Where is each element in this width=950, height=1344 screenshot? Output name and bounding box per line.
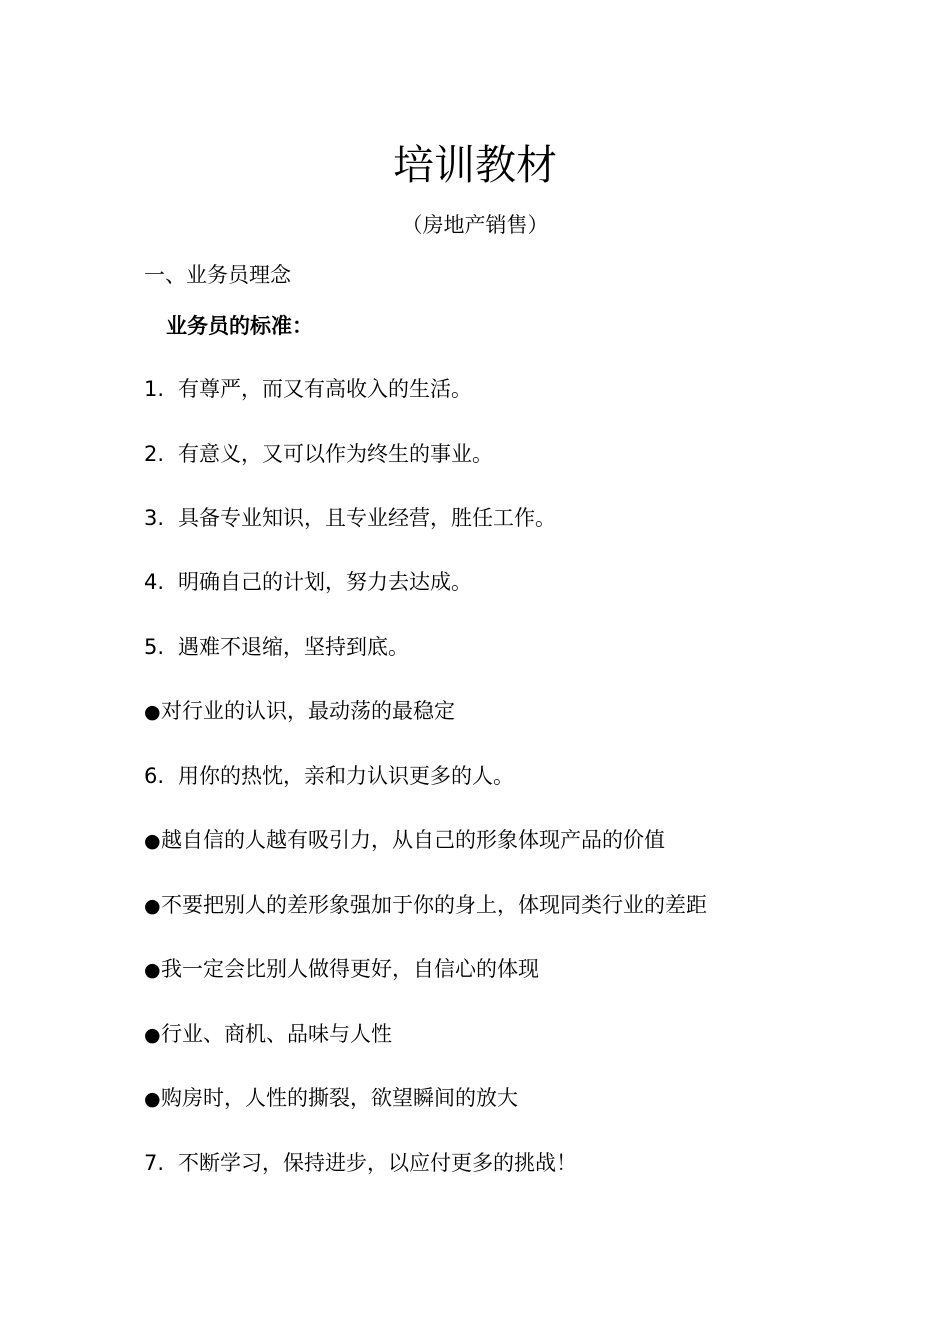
- bullet-item: [144, 890, 707, 921]
- document-title: 培训教材: [393, 141, 557, 189]
- bullet-item: [144, 1083, 518, 1114]
- bullet-item: [144, 825, 665, 856]
- item-marker: 6.: [144, 764, 165, 788]
- list-item-5: [144, 632, 409, 662]
- item-marker: 1.: [144, 377, 165, 401]
- item-marker: 7.: [144, 1151, 165, 1175]
- bullet-icon: ●: [144, 895, 161, 917]
- list-item-7: [144, 1148, 577, 1178]
- item-marker: 2.: [144, 442, 165, 466]
- bullet-icon: ●: [144, 1024, 161, 1046]
- list-item-6: [144, 761, 514, 791]
- item-text: 遇难不退缩，坚持到底。: [178, 635, 409, 659]
- bullet-item: [144, 954, 539, 985]
- list-item-1: [144, 374, 472, 404]
- item-text: 行业、商机、品味与人性: [161, 1022, 392, 1046]
- item-text: 越自信的人越有吸引力，从自己的形象体现产品的价值: [161, 828, 665, 852]
- item-text: 具备专业知识，且专业经营，胜任工作。: [178, 506, 556, 530]
- list-item-2: [144, 439, 493, 469]
- section-heading: 一、业务员理念: [144, 263, 291, 287]
- bullet-icon: ●: [144, 701, 161, 723]
- item-text: 有意义，又可以作为终生的事业。: [178, 442, 493, 466]
- item-text: 不断学习，保持进步，以应付更多的挑战！: [178, 1151, 577, 1175]
- item-text: 对行业的认识，最动荡的最稳定: [161, 699, 455, 723]
- item-text: 购房时，人性的撕裂，欲望瞬间的放大: [161, 1086, 518, 1110]
- document-subtitle: （房地产销售）: [401, 213, 549, 237]
- bullet-icon: ●: [144, 959, 161, 981]
- sub-heading: 业务员的标准：: [166, 314, 313, 338]
- item-text: 不要把别人的差形象强加于你的身上，体现同类行业的差距: [161, 893, 707, 917]
- item-marker: 4.: [144, 570, 165, 594]
- item-marker: 3.: [144, 506, 165, 530]
- item-marker: 5.: [144, 635, 165, 659]
- bullet-item: [144, 1019, 392, 1050]
- item-text: 明确自己的计划，努力去达成。: [178, 570, 472, 594]
- list-item-4: [144, 567, 472, 597]
- list-item-3: [144, 503, 556, 533]
- item-text: 用你的热忱，亲和力认识更多的人。: [178, 764, 514, 788]
- bullet-item: [144, 696, 455, 727]
- bullet-icon: ●: [144, 1088, 161, 1110]
- item-text: 我一定会比别人做得更好，自信心的体现: [161, 957, 539, 981]
- item-text: 有尊严，而又有高收入的生活。: [178, 377, 472, 401]
- bullet-icon: ●: [144, 830, 161, 852]
